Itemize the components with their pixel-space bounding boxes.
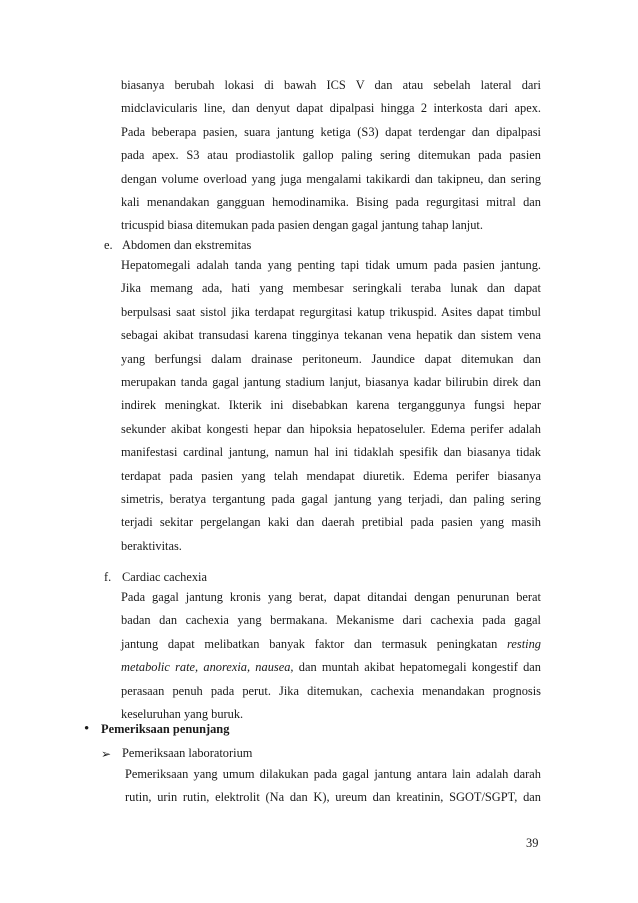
text-line: manifestasi cardinal jantung, namun hal ini tidaklah spesifik dan biasanya tidak [121,445,541,460]
item-e-title: Abdomen dan ekstremitas [122,238,252,252]
item-f-marker: f. [104,570,112,584]
text-line: kali menandakan gangguan hemodinamika. Bising pada regurgitasi mitral dan [121,195,541,210]
text-segment: jantung dapat melibatkan banyak faktor dan termasuk peningkatan [121,636,508,651]
item-f-title: Cardiac cachexia [122,570,207,584]
text-line: sebagai akibat transudasi karena tingginya tekanan vena hepatik dan sistem vena [121,328,541,343]
subsection-paragraph [125,763,541,810]
text-line: Pemeriksaan yang umum dilakukan pada gagal jantung antara lain adalah darah [125,767,541,781]
text-line: merupakan tanda gagal jantung stadium lanjut, biasanya kadar bilirubin direk dan [121,375,541,390]
section-heading: Pemeriksaan penunjang [101,722,230,736]
text-line: badan dan cachexia yang bermakana. Mekanisme dari cachexia pada gagal [121,613,541,628]
text-line: terdapat pada pasien yang telah mendapat diuretik. Edema perifer biasanya [121,468,541,483]
item-f-heading [104,568,207,586]
text-line: Pada beberapa pasien, suara jantung ketiga (S3) dapat terdengar dan dipalpasi [121,124,541,139]
text-line: tricuspid biasa ditemukan pada pasien dengan gagal jantung tahap lanjut. [121,218,483,233]
page-number: 39 [526,836,539,850]
text-line: Pada gagal jantung kronis yang berat, dapat ditandai dengan penurunan berat [121,590,541,604]
bullet-icon: • [84,721,90,737]
text-line: terjadi sekitar pergelangan kaki dan daerah pretibial pada pasien yang masih [121,515,541,530]
text-line: pada apex. S3 atau prodiastolik gallop paling sering ditemukan pada pasien [121,148,541,163]
text-line [121,656,541,679]
item-e-heading [104,236,251,254]
text-line: perasaan penuh pada perut. Jika ditemukan, cachexia menandakan prognosis [121,683,541,698]
italic-term: resting [507,636,541,651]
item-f-paragraph [121,586,541,726]
text-line: sekunder akibat kongesti hepar dan hipoksia hepatoseluler. Edema perifer adalah [121,421,541,436]
italic-term: metabolic rate, anorexia, nausea, [121,660,294,675]
text-line: yang berfungsi dalam drainase peritoneum. Jaundice dapat ditemukan dan [121,351,541,366]
text-line: dengan volume overload yang juga mengalami takikardi dan takipneu, dan sering [121,171,541,186]
text-line: midclavicularis line, dan denyut dapat dipalpasi hingga 2 interkosta dari apex. [121,101,541,116]
text-line: beraktivitas. [121,538,182,553]
arrow-bullet-icon: ➢ [101,747,112,761]
text-line: indirek meningkat. Ikterik ini disebabkan karena terganggunya fungsi hepar [121,398,541,413]
text-line [121,633,541,656]
paragraph-continuation [121,74,541,238]
text-line: Hepatomegali adalah tanda yang penting tapi tidak umum pada pasien jantung. [121,258,541,272]
text-line: simetris, beratya tergantung pada gagal jantung yang terjadi, dan paling sering [121,492,541,507]
item-e-paragraph [121,254,541,558]
subsection-heading: Pemeriksaan laboratorium [122,746,253,760]
text-line: berpulsasi saat sistol jika terdapat regurgitasi katup trikuspid. Asites dapat timbul [121,304,541,319]
text-line: keseluruhan yang buruk. [121,707,244,722]
text-line: biasanya berubah lokasi di bawah ICS V dan atau sebelah lateral dari [121,78,541,92]
text-line: Jika memang ada, hati yang membesar seringkali teraba lunak dan dapat [121,281,541,296]
text-segment: dan muntah akibat hepatomegali kongestif dan [293,660,542,675]
item-e-marker: e. [104,238,113,252]
text-line: rutin, urin rutin, elektrolit (Na dan K), ureum dan kreatinin, SGOT/SGPT, dan [125,790,541,805]
